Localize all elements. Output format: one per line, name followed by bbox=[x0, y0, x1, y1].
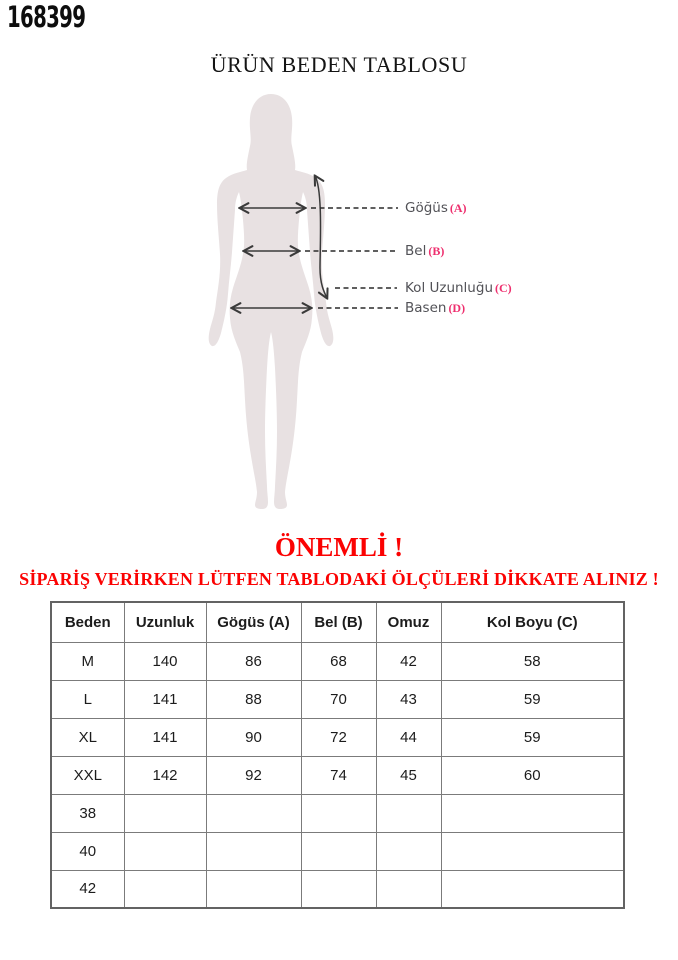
measurement-cell: 70 bbox=[301, 680, 376, 718]
measurement-cell: 58 bbox=[441, 642, 624, 680]
measurement-cell: 72 bbox=[301, 718, 376, 756]
measurement-cell bbox=[124, 794, 206, 832]
size-cell: 38 bbox=[51, 794, 124, 832]
column-header: Uzunluk bbox=[124, 602, 206, 642]
size-cell: 40 bbox=[51, 832, 124, 870]
size-cell: L bbox=[51, 680, 124, 718]
measurement-cell: 86 bbox=[206, 642, 301, 680]
measurement-cell: 42 bbox=[376, 642, 441, 680]
table-row bbox=[51, 870, 624, 908]
product-code: 168399 bbox=[7, 0, 86, 34]
measurement-cell: 44 bbox=[376, 718, 441, 756]
page-title: ÜRÜN BEDEN TABLOSU bbox=[210, 52, 468, 77]
column-header: Gögüs (A) bbox=[206, 602, 301, 642]
measurement-cell: 92 bbox=[206, 756, 301, 794]
measurement-cell bbox=[206, 794, 301, 832]
measure-code-d: (D) bbox=[448, 301, 466, 315]
measure-label-arm-text: Kol Uzunluğu bbox=[405, 280, 493, 296]
measurement-cell bbox=[376, 870, 441, 908]
size-table-header-row bbox=[51, 602, 624, 642]
measurement-cell: 45 bbox=[376, 756, 441, 794]
measurement-cell: 74 bbox=[301, 756, 376, 794]
size-cell: XXL bbox=[51, 756, 124, 794]
measurement-cell: 141 bbox=[124, 680, 206, 718]
measurement-cell: 90 bbox=[206, 718, 301, 756]
table-row bbox=[51, 794, 624, 832]
size-cell: M bbox=[51, 642, 124, 680]
table-row bbox=[51, 680, 624, 718]
size-cell: 42 bbox=[51, 870, 124, 908]
column-header: Beden bbox=[51, 602, 124, 642]
measurement-cell: 60 bbox=[441, 756, 624, 794]
measure-label-arm bbox=[405, 280, 512, 296]
table-row bbox=[51, 756, 624, 794]
measure-label-chest-text: Göğüs bbox=[405, 200, 448, 216]
measure-label-waist-text: Bel bbox=[405, 243, 427, 259]
measurement-cell: 142 bbox=[124, 756, 206, 794]
important-heading: ÖNEMLİ ! bbox=[274, 532, 404, 562]
measurement-cell bbox=[301, 870, 376, 908]
size-table bbox=[50, 601, 625, 909]
table-row bbox=[51, 642, 624, 680]
measure-label-hip-text: Basen bbox=[405, 300, 447, 316]
measurement-cell: 59 bbox=[441, 718, 624, 756]
measurement-cell bbox=[206, 870, 301, 908]
measurement-cell: 88 bbox=[206, 680, 301, 718]
measurement-cell bbox=[124, 832, 206, 870]
measurement-cell bbox=[206, 832, 301, 870]
table-row bbox=[51, 718, 624, 756]
measure-label-hip bbox=[405, 300, 465, 316]
measurement-cell bbox=[441, 794, 624, 832]
measure-code-c: (C) bbox=[495, 281, 512, 295]
measurement-cell bbox=[301, 832, 376, 870]
important-note: SİPARİŞ VERİRKEN LÜTFEN TABLODAKİ ÖLÇÜLERİ DİKKATE ALINIZ ! bbox=[19, 569, 659, 589]
measurement-cell bbox=[301, 794, 376, 832]
size-table-body bbox=[51, 642, 624, 908]
measure-label-chest bbox=[405, 200, 467, 216]
measurement-cell: 43 bbox=[376, 680, 441, 718]
column-header: Omuz bbox=[376, 602, 441, 642]
column-header: Bel (B) bbox=[301, 602, 376, 642]
measurement-cell: 140 bbox=[124, 642, 206, 680]
measurement-cell bbox=[376, 832, 441, 870]
measurement-cell: 68 bbox=[301, 642, 376, 680]
measure-code-b: (B) bbox=[428, 244, 445, 258]
measurement-cell bbox=[441, 870, 624, 908]
table-row bbox=[51, 832, 624, 870]
female-body-silhouette-icon bbox=[209, 94, 334, 509]
measurement-cell bbox=[441, 832, 624, 870]
size-cell: XL bbox=[51, 718, 124, 756]
measurement-cell bbox=[124, 870, 206, 908]
measurement-cell: 141 bbox=[124, 718, 206, 756]
column-header: Kol Boyu (C) bbox=[441, 602, 624, 642]
measurement-cell: 59 bbox=[441, 680, 624, 718]
measurement-cell bbox=[376, 794, 441, 832]
measure-code-a: (A) bbox=[449, 201, 467, 215]
measure-label-waist bbox=[405, 243, 444, 259]
